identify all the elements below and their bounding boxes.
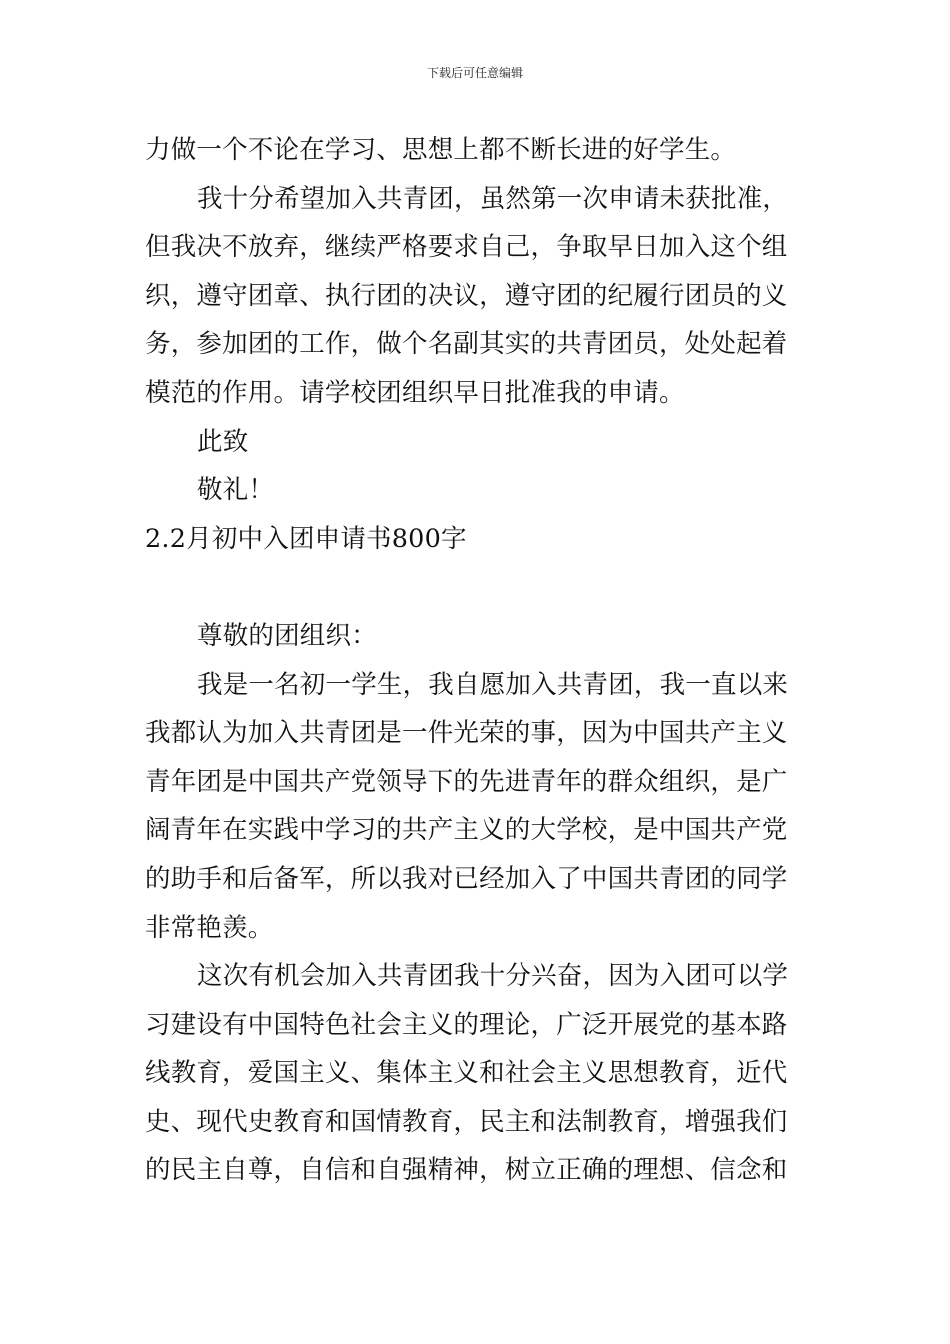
- closing-regards: 敬礼！: [197, 475, 275, 506]
- body-line: 青年团是中国共产党领导下的先进青年的群众组织，是广: [145, 766, 788, 797]
- body-line: 我十分希望加入共青团，虽然第一次申请未获批准，: [197, 183, 789, 214]
- body-line: 力做一个不论在学习、思想上都不断长进的好学生。: [145, 135, 737, 165]
- body-line: 阔青年在实践中学习的共产主义的大学校，是中国共产党: [145, 815, 788, 846]
- page-header: 下载后可任意编辑: [426, 66, 523, 80]
- body-line: 但我决不放弃，继续严格要求自己，争取早日加入这个组: [145, 232, 788, 263]
- body-line: 我是一名初一学生，我自愿加入共青团，我一直以来: [197, 669, 789, 700]
- body-line: 这次有机会加入共青团我十分兴奋，因为入团可以学: [197, 961, 789, 992]
- body-line: 线教育，爱国主义、集体主义和社会主义思想教育，近代: [145, 1058, 788, 1089]
- document-body: [145, 126, 809, 1195]
- body-line: 务，参加团的工作，做个名副其实的共青团员，处处起着: [145, 329, 788, 360]
- body-line: 史、现代史教育和国情教育，民主和法制教育，增强我们: [145, 1106, 788, 1137]
- body-line: 的民主自尊，自信和自强精神，树立正确的理想、信念和: [145, 1155, 788, 1186]
- body-line: 非常艳羡。: [145, 912, 274, 943]
- greeting: 尊敬的团组织：: [197, 620, 377, 651]
- body-line: 织，遵守团章、执行团的决议，遵守团的纪履行团员的义: [145, 280, 788, 311]
- body-line: 的助手和后备军，所以我对已经加入了中国共青团的同学: [145, 863, 788, 894]
- blank-line: [145, 563, 809, 612]
- body-line: 我都认为加入共青团是一件光荣的事，因为中国共产主义: [145, 718, 788, 749]
- body-line: 模范的作用。请学校团组织早日批准我的申请。: [145, 377, 685, 408]
- body-line: 习建设有中国特色社会主义的理论，广泛开展党的基本路: [145, 1009, 788, 1040]
- section-heading: 2.2月初中入团申请书800字: [145, 523, 467, 554]
- closing-salutation: 此致: [197, 426, 249, 457]
